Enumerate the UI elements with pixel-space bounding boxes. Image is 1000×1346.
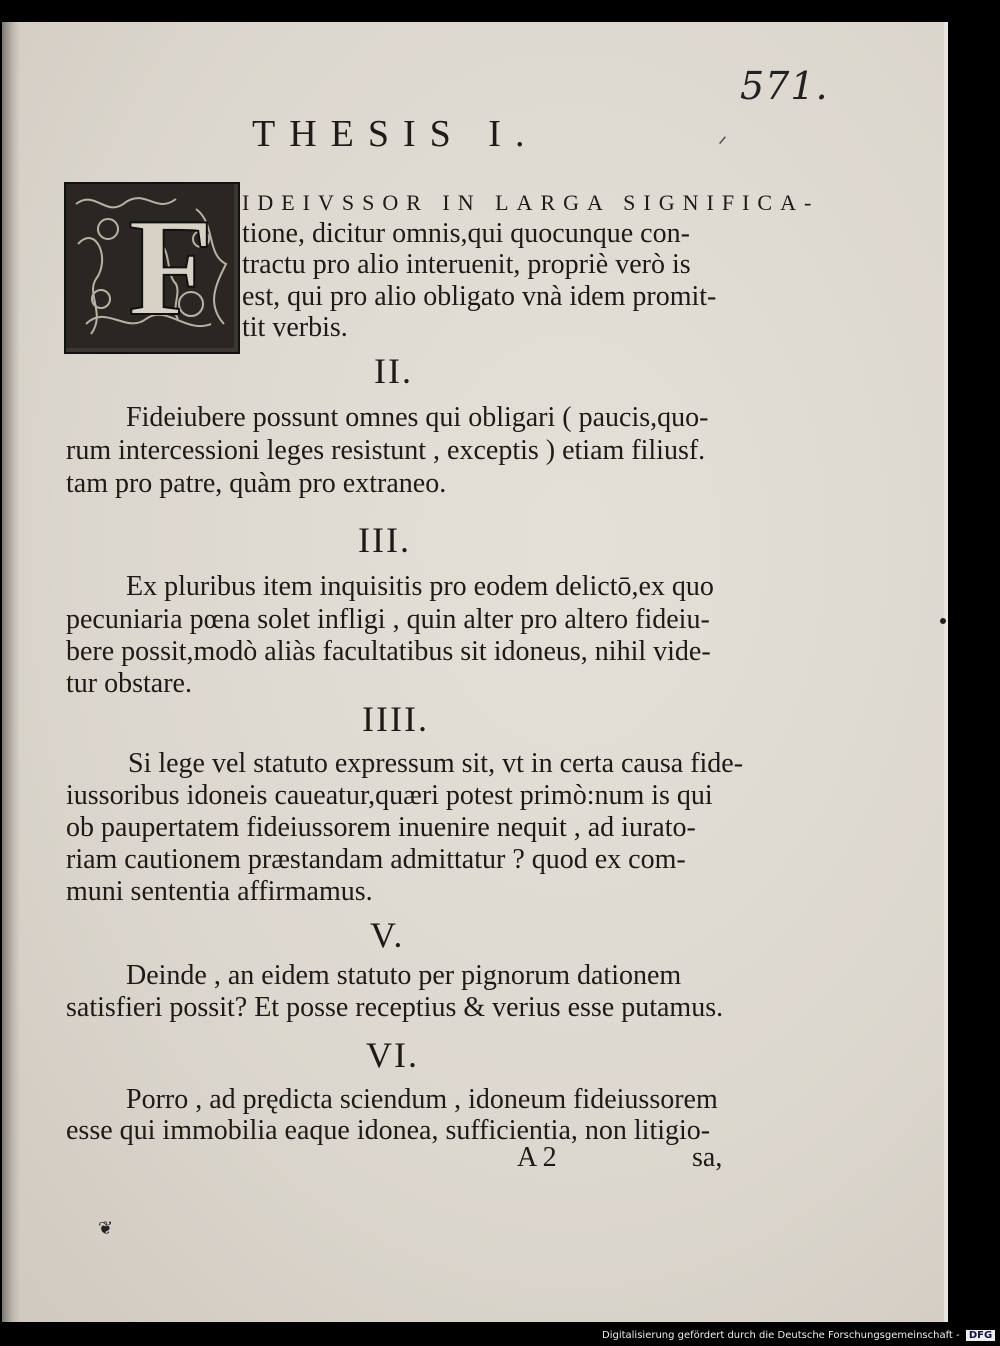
thesis-1-line-5: tit verbis.	[242, 312, 348, 343]
thesis-1-line-3: tractu pro alio interuenit, propriè verò is	[242, 249, 691, 280]
catchword: sa,	[692, 1142, 723, 1173]
funding-footer	[602, 1330, 995, 1341]
book-page	[2, 22, 948, 1322]
thesis-1-line-1: IDEIVSSOR IN LARGA SIGNIFICA-	[242, 190, 820, 215]
page-binding-edge	[2, 22, 20, 1322]
thesis-6-line-2: esse qui immobilia eaque idonea, sufficientia, non litigio-	[66, 1115, 711, 1146]
thesis-5-numeral: V.	[370, 915, 405, 955]
thesis-4-line-1: Si lege vel statuto expressum sit, vt in certa causa fide-	[128, 748, 744, 779]
thesis-2-line-2: rum intercessioni leges resistunt , exceptis ) etiam filiusf.	[66, 435, 706, 466]
thesis-2-line-1: Fideiubere possunt omnes qui obligari ( paucis,quo-	[126, 402, 709, 433]
thesis-3-line-4: tur obstare.	[66, 668, 192, 699]
thesis-6-line-1: Porro , ad prędicta sciendum , idoneum fideiussorem	[126, 1084, 718, 1115]
thesis-2-line-3: tam pro patre, quàm pro extraneo.	[66, 468, 447, 499]
thesis-5-line-2: satisfieri possit? Et posse receptius & verius esse putamus.	[66, 992, 724, 1023]
thesis-3-line-3: bere possit,modò aliàs facultatibus sit idoneus, nihil vide-	[66, 636, 711, 667]
thesis-5-line-1: Deinde , an eidem statuto per pignorum dationem	[126, 960, 682, 991]
ornament-icon	[66, 184, 234, 348]
ink-spot-icon: ❦	[98, 1218, 114, 1238]
thesis-3-line-2: pecuniaria pœna solet infligi , quin alter pro altero fideiu-	[66, 604, 710, 635]
thesis-1-line-4: est, qui pro alio obligato vnà idem promit-	[242, 281, 717, 312]
thesis-4-line-5: muni sententia affirmamus.	[66, 876, 373, 907]
signature-mark: A 2	[517, 1142, 557, 1173]
margin-dot	[940, 618, 946, 624]
thesis-4-numeral: IIII.	[362, 699, 429, 739]
thesis-4-line-4: riam cautionem præstandam admittatur ? quod ex com-	[66, 844, 686, 875]
footer-text: Digitalisierung gefördert durch die Deutsche Forschungsgemeinschaft -	[602, 1330, 960, 1341]
decorated-initial-image	[64, 182, 240, 354]
thesis-title: THESIS I.	[252, 113, 539, 155]
thesis-6-numeral: VI.	[366, 1035, 419, 1075]
margin-mark: ᐟ	[718, 132, 728, 157]
thesis-4-line-3: ob paupertatem fideiussorem inuenire nequit , ad iurato-	[66, 812, 696, 843]
thesis-3-numeral: III.	[358, 520, 411, 560]
thesis-1-line-2: tione, dicitur omnis,qui quocunque con-	[242, 218, 690, 249]
page-right-edge	[944, 22, 948, 1322]
svg-text:F: F	[128, 190, 214, 345]
thesis-2-numeral: II.	[374, 351, 413, 391]
dfg-logo: DFG	[966, 1330, 995, 1341]
thesis-3-line-1: Ex pluribus item inquisitis pro eodem delictō,ex quo	[126, 571, 714, 602]
folio-number: 571.	[740, 64, 829, 108]
thesis-4-line-2: iussoribus idoneis caueatur,quæri potest primò:num is qui	[66, 780, 713, 811]
